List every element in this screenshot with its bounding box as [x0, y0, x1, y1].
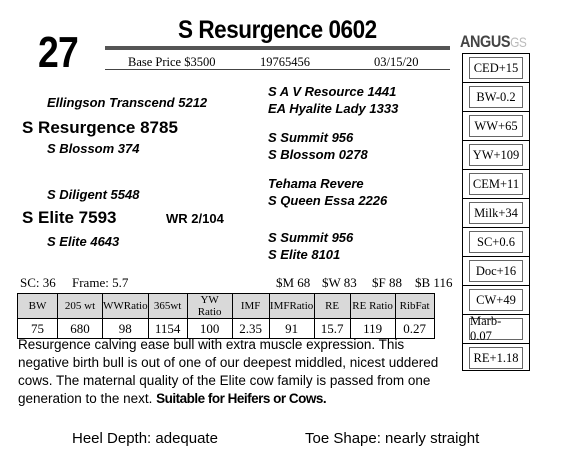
registration-number: 19765456	[260, 55, 310, 69]
performance-header-row	[18, 294, 435, 319]
value-205wt: 680	[58, 319, 103, 339]
dam: S Elite 7593	[22, 208, 117, 227]
dam-sire: S Diligent 5548	[47, 187, 140, 202]
feedlot-index: $F 88	[372, 275, 402, 290]
beef-index: $B 116	[415, 275, 453, 290]
sale-notes	[18, 336, 450, 408]
lot-number: 27	[38, 28, 78, 77]
value-imf: 2.35	[232, 319, 269, 339]
epd-ced: CED+15	[463, 54, 529, 83]
weaning-ratio: WR 2/104	[166, 211, 224, 226]
header-imf: IMF	[232, 294, 269, 319]
toe-shape: Toe Shape: nearly straight	[305, 430, 480, 447]
header-imfratio: IMFRatio	[269, 294, 314, 319]
sire-dam-grandsire: S Summit 956	[268, 130, 354, 145]
header-ribfat: RibFat	[395, 294, 434, 319]
dam-dam-grandsire: S Summit 956	[268, 230, 354, 245]
header-bw: BW	[18, 294, 58, 319]
header-reratio: RE Ratio	[350, 294, 395, 319]
sire-sire-granddam: EA Hyalite Lady 1333	[268, 101, 399, 116]
animal-name: S Resurgence 0602	[178, 16, 377, 44]
value-ribfat: 0.27	[395, 319, 434, 339]
notes-body: Resurgence calving ease bull with extra muscle expression. This negative birth bull is out of one of our deepest middled, nicest uddered cows. The maternal quality of the Elite cow family is passed from one generation to the next.	[18, 337, 439, 406]
header-205wt: 205 wt	[58, 294, 103, 319]
value-wwratio: 98	[103, 319, 149, 339]
value-365wt: 1154	[148, 319, 187, 339]
dam-sire-grandsire: Tehama Revere	[268, 176, 364, 191]
value-imfratio: 91	[269, 319, 314, 339]
header-re: RE	[314, 294, 350, 319]
value-ywratio: 100	[187, 319, 232, 339]
sire-dam-granddam: S Blossom 0278	[268, 147, 368, 162]
sire-sire: Ellingson Transcend 5212	[47, 95, 208, 110]
performance-table	[17, 293, 435, 339]
epd-milk: Milk+34	[463, 199, 529, 228]
header-365wt: 365wt	[148, 294, 187, 319]
dam-dam: S Elite 4643	[47, 234, 120, 249]
value-re: 15.7	[314, 319, 350, 339]
dam-sire-granddam: S Queen Essa 2226	[268, 193, 388, 208]
birth-date: 03/15/20	[374, 55, 419, 69]
heel-depth: Heel Depth: adequate	[72, 430, 218, 447]
value-reratio: 119	[350, 319, 395, 339]
sire: S Resurgence 8785	[22, 118, 178, 137]
frame-score: Frame: 5.7	[72, 275, 129, 290]
notes-emphasis: Suitable for Heifers or Cows.	[156, 391, 327, 406]
value-bw: 75	[18, 319, 58, 339]
sire-sire-grandsire: S A V Resource 1441	[268, 84, 397, 99]
scrotal-circumference: SC: 36	[20, 275, 56, 290]
epd-doc: Doc+16	[463, 257, 529, 286]
epd-cw: CW+49	[463, 286, 529, 315]
base-price: Base Price $3500	[128, 55, 216, 69]
sire-dam: S Blossom 374	[47, 141, 140, 156]
epd-bw: BW-0.2	[463, 83, 529, 112]
title-rule	[105, 46, 450, 50]
angus-logo: ANGUSGS	[460, 32, 527, 51]
epd-re: RE+1.18	[463, 344, 529, 372]
epd-cem: CEM+11	[463, 170, 529, 199]
epd-yw: YW+109	[463, 141, 529, 170]
epd-sc: SC+0.6	[463, 228, 529, 257]
epd-ww: WW+65	[463, 112, 529, 141]
maternal-index: $M 68	[276, 275, 311, 290]
epd-panel	[462, 53, 530, 371]
epd-marb: Marb-0.07	[463, 315, 529, 344]
header-ywratio: YW Ratio	[187, 294, 232, 319]
header-wwratio: WWRatio	[103, 294, 149, 319]
weaning-index: $W 83	[322, 275, 357, 290]
dam-dam-granddam: S Elite 8101	[268, 247, 341, 262]
